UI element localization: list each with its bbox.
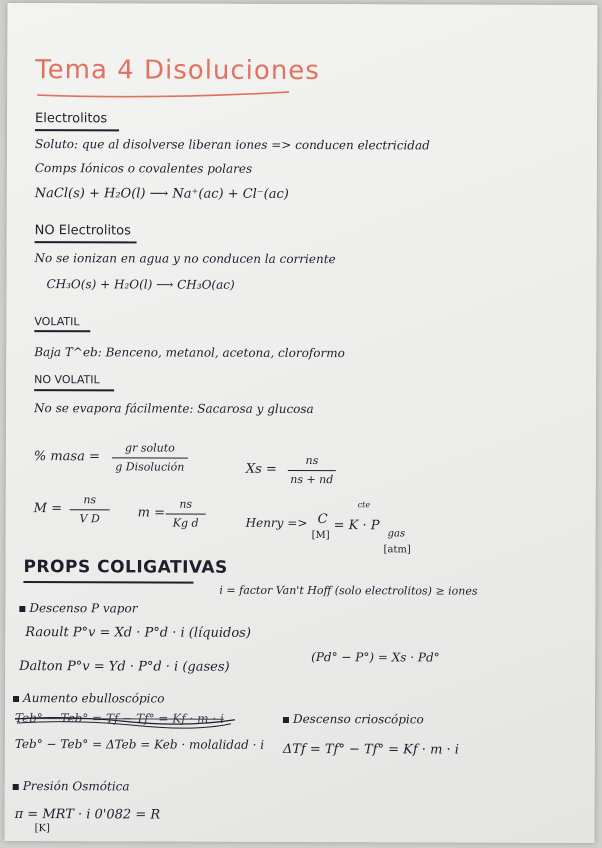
xs-label: Xs = bbox=[245, 461, 277, 477]
presion-osmotica-equation: π = MRT · i 0'082 = R bbox=[14, 807, 161, 823]
henry-gas-subscript: gas bbox=[387, 528, 406, 540]
xs-numerator: ns bbox=[305, 454, 319, 468]
page-title: Tema 4 Disoluciones bbox=[35, 55, 320, 87]
electrolitos-types: Comps Iónicos o covalentes polares bbox=[34, 161, 253, 176]
henry-concentration-unit: [M] bbox=[311, 530, 330, 542]
raoult-law: Raoult P°v = Xd · P°d · i (líquidos) bbox=[25, 625, 251, 641]
descenso-pvapor-label: Descenso P vapor bbox=[29, 601, 138, 616]
masa-label: % masa = bbox=[33, 449, 100, 465]
presion-osmotica-unit: [K] bbox=[34, 823, 50, 835]
section-heading-electrolitos: Electrolitos bbox=[35, 111, 108, 127]
molality-label: m = bbox=[137, 505, 166, 521]
molarity-numerator: ns bbox=[83, 493, 97, 507]
presion-osmotica-label: Presión Osmótica bbox=[22, 779, 130, 794]
notebook-page bbox=[5, 3, 598, 843]
xs-denominator: ns + nd bbox=[290, 473, 334, 487]
henry-equation: = K · P bbox=[333, 518, 380, 534]
no-volatil-description: No se evapora fácilmente: Sacarosa y glucosa bbox=[34, 401, 314, 417]
masa-numerator: gr soluto bbox=[125, 441, 175, 455]
raoult-alternative: (Pd° − P°) = Xs · Pd° bbox=[311, 650, 440, 665]
no-electrolitos-definition: No se ionizan en agua y no conducen la corriente bbox=[34, 251, 336, 267]
electrolitos-definition: Soluto: que al disolverse liberan iones => conducen electricidad bbox=[34, 137, 430, 153]
aumento-ebulloscopico-equation: Teb° − Teb° = ΔTeb = Keb · molalidad · i bbox=[14, 737, 265, 752]
henry-constant-note: cte bbox=[357, 500, 371, 510]
section-heading-no-volatil: NO VOLATIL bbox=[34, 373, 100, 387]
electrolitos-equation: NaCl(s) + H₂O(l) ⟶ Na⁺(ac) + Cl⁻(ac) bbox=[34, 186, 289, 202]
no-electrolitos-equation: CH₃O(s) + H₂O(l) ⟶ CH₃O(ac) bbox=[46, 277, 235, 292]
molality-numerator: ns bbox=[179, 497, 193, 511]
molality-denominator: Kg d bbox=[172, 516, 199, 530]
section-heading-props-coligativas: PROPS COLIGATIVAS bbox=[23, 557, 228, 578]
section-heading-no-electrolitos: NO Electrolitos bbox=[34, 223, 131, 239]
dalton-law: Dalton P°v = Yd · P°d · i (gases) bbox=[19, 659, 230, 675]
henry-label: Henry => bbox=[245, 515, 308, 531]
section-heading-volatil: VOLATIL bbox=[34, 315, 80, 329]
molarity-denominator: V D bbox=[79, 512, 100, 526]
crossed-out-formula: Teb° − Teb° = Tf − Tf° = Kf · m · i bbox=[14, 711, 224, 726]
descenso-crioscopico-equation: ΔTf = Tf° − Tf° = Kf · m · i bbox=[282, 741, 459, 758]
volatil-description: Baja T^eb: Benceno, metanol, acetona, cloroformo bbox=[34, 345, 345, 361]
aumento-ebulloscopico-label: Aumento ebulloscópico bbox=[23, 691, 165, 706]
masa-denominator: g Disolución bbox=[115, 460, 185, 474]
scribble-marks bbox=[5, 3, 598, 843]
henry-atm-unit: [atm] bbox=[383, 544, 411, 556]
molarity-label: M = bbox=[33, 501, 63, 517]
vant-hoff-note: i = factor Van't Hoff (solo electrolitos) ≥ iones bbox=[219, 583, 478, 598]
henry-concentration: C bbox=[317, 512, 328, 528]
descenso-crioscopico-label: Descenso crioscópico bbox=[292, 711, 424, 727]
